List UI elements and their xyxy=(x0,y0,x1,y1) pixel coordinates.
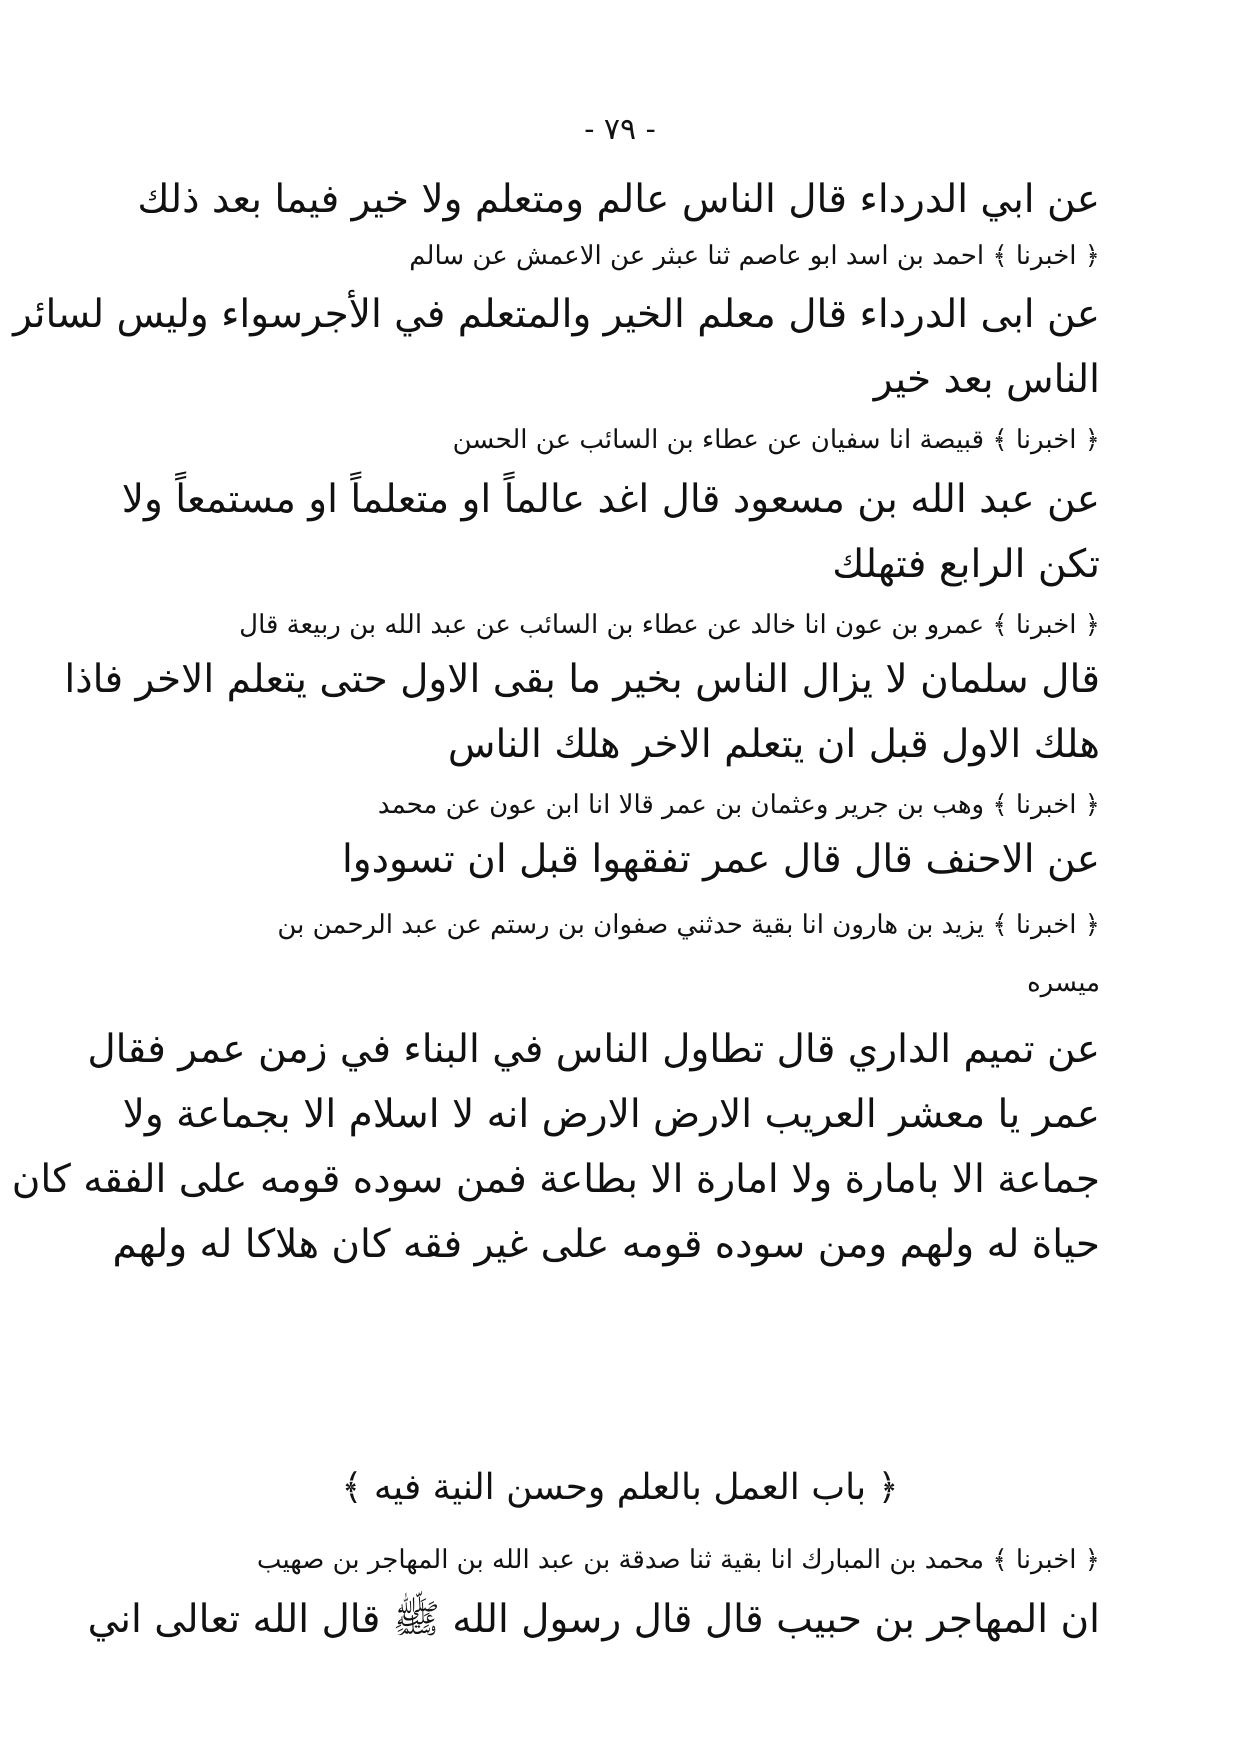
isnad-line-2: ﴿ اخبرنا ﴾ قبيصة انا سفيان عن عطاء بن السائب عن الحسن xyxy=(452,425,1100,455)
page-number: - ٧٩ - xyxy=(584,112,656,147)
text-line-12: حياة له ولهم ومن سوده قومه على غير فقه كان هلاكا له ولهم xyxy=(112,1222,1100,1267)
text-line-5: تكن الرابع فتهلك xyxy=(832,542,1100,587)
text-line-7: هلك الاول قبل ان يتعلم الاخر هلك الناس xyxy=(447,722,1100,767)
text-line-10: عمر يا معشر العريب الارض الارض انه لا اسلام الا بجماعة ولا xyxy=(122,1092,1100,1137)
text-line-11: جماعة الا بامارة ولا امارة الا بطاعة فمن سوده قومه على الفقه كان xyxy=(11,1157,1100,1202)
isnad-line-1: ﴿ اخبرنا ﴾ احمد بن اسد ابو عاصم ثنا عبثر عن الاعمش عن سالم xyxy=(409,241,1100,271)
text-line-8: عن الاحنف قال قال عمر تفقهوا قبل ان تسودوا xyxy=(341,837,1100,882)
text-line-9: عن تميم الداري قال تطاول الناس في البناء في زمن عمر فقال xyxy=(87,1027,1100,1072)
text-line-4: عن عبد الله بن مسعود قال اغد عالماً او متعلماً او مستمعاً ولا xyxy=(121,477,1100,522)
isnad-line-4: ﴿ اخبرنا ﴾ وهب بن جرير وعثمان بن عمر قالا انا ابن عون عن محمد xyxy=(377,790,1100,820)
isnad-line-6: ﴿ اخبرنا ﴾ محمد بن المبارك انا بقية ثنا صدقة بن عبد الله بن المهاجر بن صهيب xyxy=(256,1545,1100,1575)
chapter-heading: ﴿ باب العمل بالعلم وحسن النية فيه ﴾ xyxy=(341,1467,899,1508)
text-line-2: عن ابى الدرداء قال معلم الخير والمتعلم في الأجرسواء وليس لسائر xyxy=(13,292,1100,337)
isnad-line-3: ﴿ اخبرنا ﴾ عمرو بن عون انا خالد عن عطاء بن السائب عن عبد الله بن ربيعة قال xyxy=(239,610,1100,640)
text-line-1: عن ابي الدرداء قال الناس عالم ومتعلم ولا خير فيما بعد ذلك xyxy=(137,177,1100,222)
text-line-13: ان المهاجر بن حبيب قال قال رسول الله ﷺ قال الله تعالى اني xyxy=(87,1597,1100,1642)
isnad-line-5-cont: ميسره xyxy=(1027,968,1100,998)
text-line-3: الناس بعد خير xyxy=(873,357,1100,402)
text-line-6: قال سلمان لا يزال الناس بخير ما بقى الاول حتى يتعلم الاخر فاذا xyxy=(64,657,1100,702)
isnad-line-5: ﴿ اخبرنا ﴾ يزيد بن هارون انا بقية حدثني صفوان بن رستم عن عبد الرحمن بن xyxy=(277,910,1100,940)
